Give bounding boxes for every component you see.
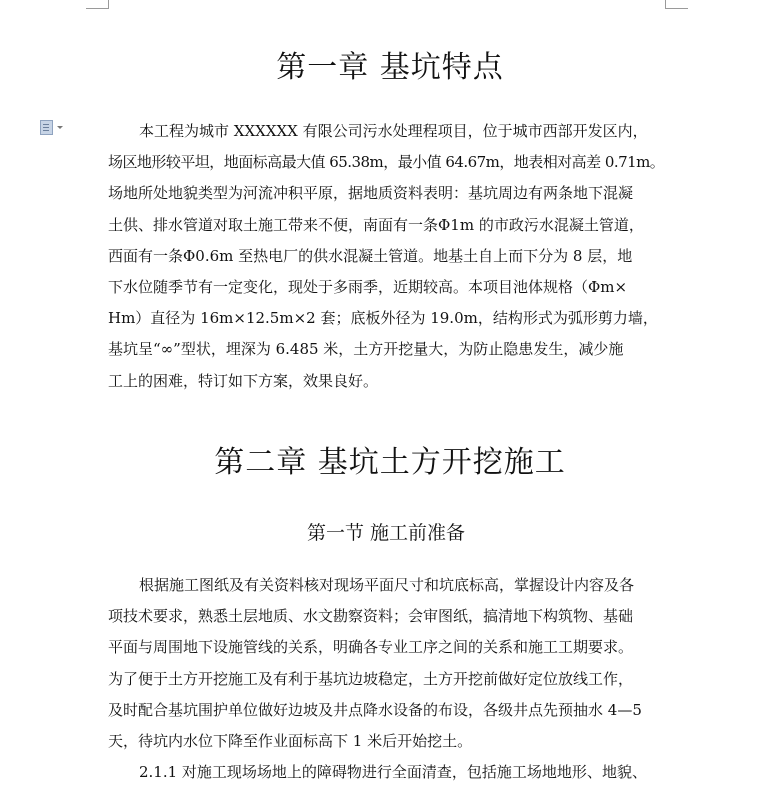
chapter-2-title: 第二章 基坑土方开挖施工 (214, 445, 566, 480)
chapter-1-paragraph (108, 116, 664, 397)
paragraph-line: 平面与周围地下设施管线的关系，明确各专业工序之间的关系和施工工期要求。 (108, 638, 634, 657)
paragraph-line: 本工程为城市 XXXXXX 有限公司污水处理程项目，位于城市西部开发区内， (139, 122, 648, 140)
paragraph-line: 土供、排水管道对取土施工带来不便，南面有一条Φ1m 的市政污水混凝土管道， (108, 215, 644, 234)
paragraph-line: 2.1.1 对施工现场场地上的障碍物进行全面清查，包括施工场地地形、地貌、 (139, 763, 647, 782)
paragraph-line: 下水位随季节有一定变化，现处于多雨季，近期较高。本项目池体规格（Φm× (108, 278, 628, 297)
page-corner-mark-left (86, 0, 109, 9)
chapter-1-title: 第一章 基坑特点 (276, 50, 504, 85)
paragraph-line: 基坑呈“∞”型状，埋深为 6.485 米，土方开挖量大，为防止隐患发生，减少施 (108, 340, 624, 359)
paragraph-line: 根据施工图纸及有关资料核对现场平面尺寸和坑底标高，掌握设计内容及各 (139, 576, 635, 594)
paragraph-line: 项技术要求，熟悉土层地质、水文勘察资料；会审图纸，搞清地下构筑物、基础 (108, 607, 634, 626)
paragraph-line: Hm）直径为 16m×12.5m×2 套；底板外径为 19.0m，结构形式为弧形剪力墙， (108, 309, 658, 328)
page-corner-mark-right (665, 0, 688, 9)
paragraph-line: 工上的困难，特订如下方案，效果良好。 (108, 371, 379, 390)
paragraph-line: 场区地形较平坦，地面标高最大值 65.38m，最小值 64.67m，地表相对高差 0.71m。 (108, 153, 665, 172)
paragraph-line: 天，待坑内水位下降至作业面标高下 1 米后开始挖土。 (108, 732, 473, 751)
section-1-title: 第一节 施工前准备 (306, 522, 466, 544)
chevron-down-icon (57, 126, 63, 129)
paragraph-line: 场地所处地貌类型为河流冲积平原，据地质资料表明：基坑周边有两条地下混凝 (108, 184, 634, 203)
paste-options-icon[interactable] (40, 118, 70, 136)
paragraph-line: 西面有一条Φ0.6m 至热电厂的供水混凝土管道。地基土自上而下分为 8 层，地 (108, 246, 633, 265)
document-icon (40, 120, 53, 135)
paragraph-line: 为了便于土方开挖施工及有利于基坑边坡稳定，土方开挖前做好定位放线工作， (108, 669, 634, 688)
paragraph-line: 及时配合基坑围护单位做好边坡及井点降水设备的布设，各级井点先预抽水 4—5 (108, 700, 642, 719)
section-1-paragraph (108, 570, 664, 788)
